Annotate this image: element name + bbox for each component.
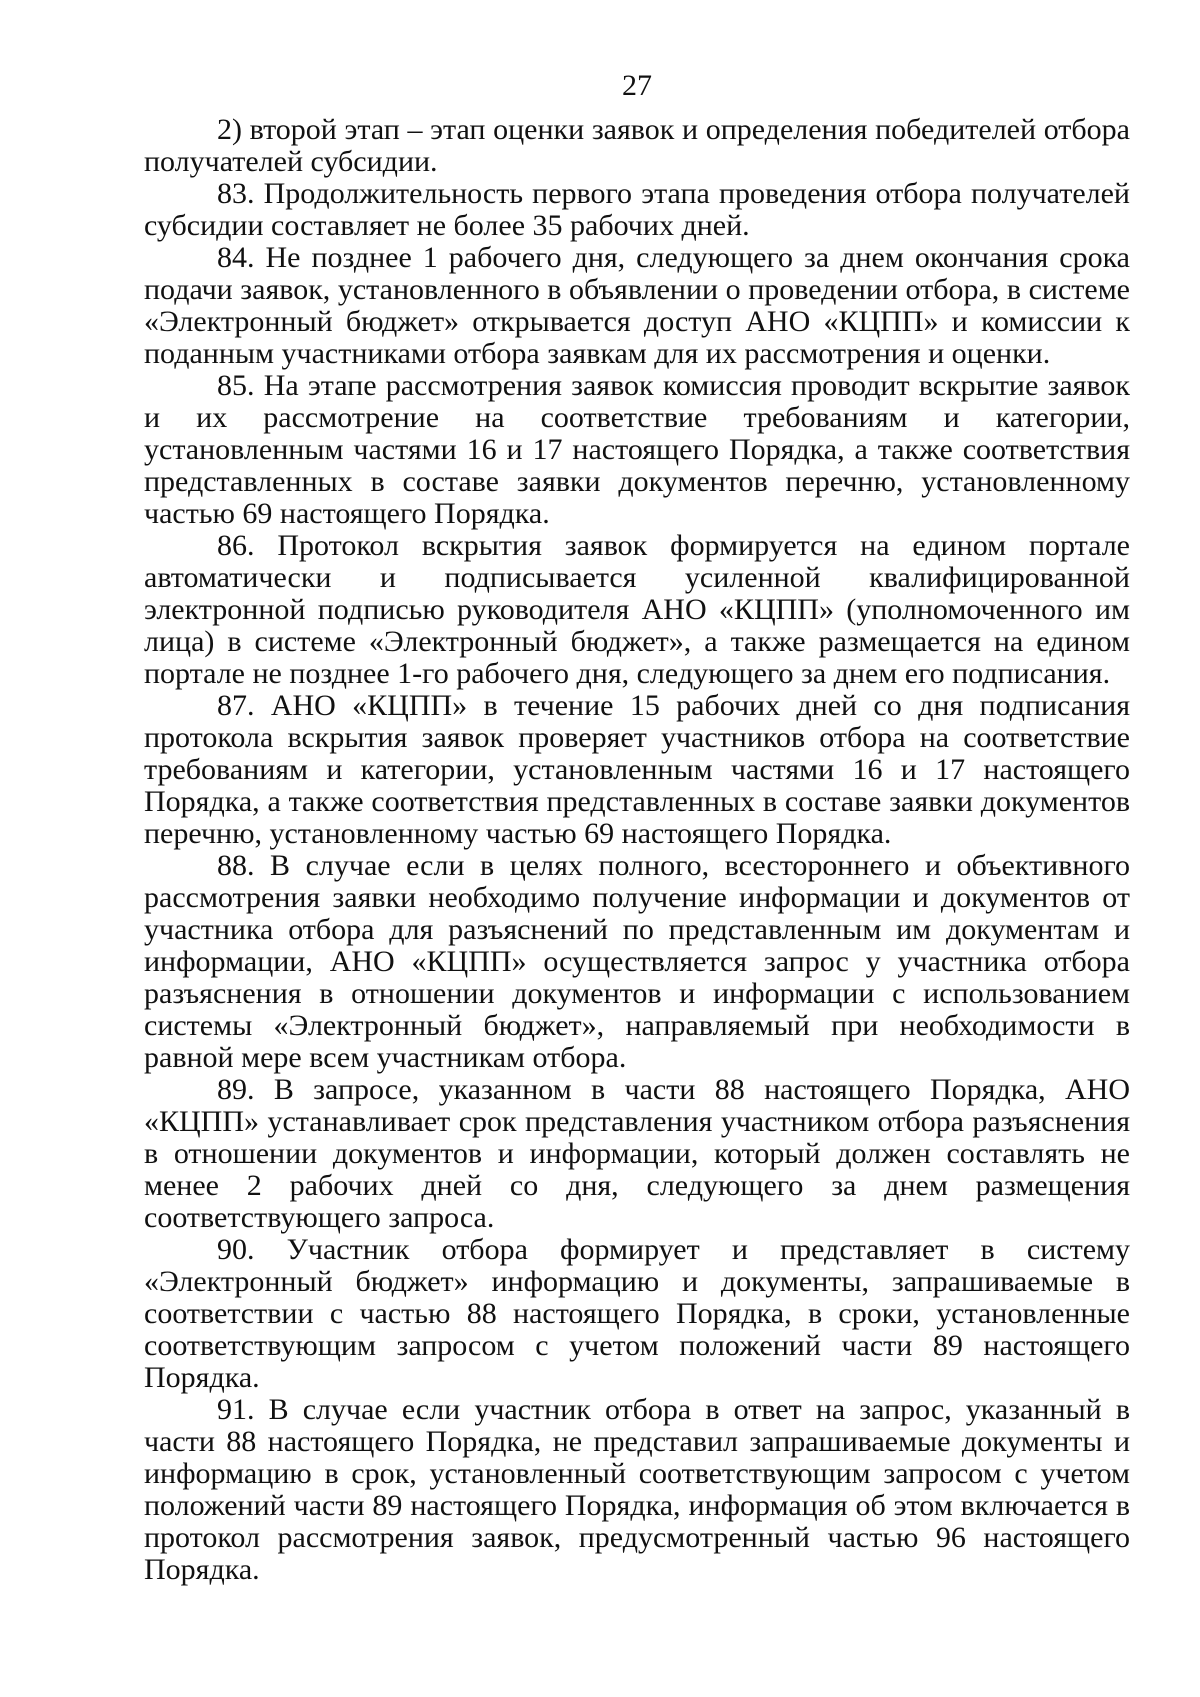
paragraph-83: 83. Продолжительность первого этапа проведения отбора получателей субсидии составляет не более 35 рабочих дней. [144, 177, 1130, 242]
paragraph-87: 87. АНО «КЦПП» в течение 15 рабочих дней со дня подписания протокола вскрытия заявок проверяет участников отбора на соответствие требованиям и категории, установленным частями 16 и 17 настоящего Порядка, а также соответствия представленных в составе заявки документов перечню, установленному частью 69 настоящего Порядка. [144, 689, 1130, 850]
paragraph-91: 91. В случае если участник отбора в ответ на запрос, указанный в части 88 настоящего Порядка, не представил запрашиваемые документы и информацию в срок, установленный соответствующим запросом с учетом положений части 89 настоящего Порядка, информация об этом включается в протокол рассмотрения заявок, предусмотренный частью 96 настоящего Порядка. [144, 1393, 1130, 1586]
paragraph-90: 90. Участник отбора формирует и представляет в систему «Электронный бюджет» информацию и документы, запрашиваемые в соответствии с частью 88 настоящего Порядка, в сроки, установленные соответствующим запросом с учетом положений части 89 настоящего Порядка. [144, 1233, 1130, 1394]
paragraph-88: 88. В случае если в целях полного, всестороннего и объективного рассмотрения заявки необходимо получение информации и документов от участника отбора для разъяснений по представленным им документам и информации, АНО «КЦПП» осуществляется запрос у участника отбора разъяснения в отношении документов и информации с использованием системы «Электронный бюджет», направляемый при необходимости в равной мере всем участникам отбора. [144, 849, 1130, 1074]
paragraph-stage-two: 2) второй этап – этап оценки заявок и определения победителей отбора получателей субсидии. [144, 113, 1130, 178]
page-number: 27 [622, 69, 652, 102]
paragraph-85: 85. На этапе рассмотрения заявок комиссия проводит вскрытие заявок и их рассмотрение на соответствие требованиям и категории, установленным частями 16 и 17 настоящего Порядка, а также соответствия представленных в составе заявки документов перечню, установленному частью 69 настоящего Порядка. [144, 369, 1130, 530]
paragraph-86: 86. Протокол вскрытия заявок формируется на едином портале автоматически и подписывается усиленной квалифицированной электронной подписью руководителя АНО «КЦПП» (уполномоченного им лица) в системе «Электронный бюджет», а также размещается на едином портале не позднее 1-го рабочего дня, следующего за днем его подписания. [144, 529, 1130, 690]
paragraph-89: 89. В запросе, указанном в части 88 настоящего Порядка, АНО «КЦПП» устанавливает срок представления участником отбора разъяснения в отношении документов и информации, который должен составлять не менее 2 рабочих дней со дня, следующего за днем размещения соответствующего запроса. [144, 1073, 1130, 1234]
document-body [144, 114, 1130, 1586]
paragraph-84: 84. Не позднее 1 рабочего дня, следующего за днем окончания срока подачи заявок, установленного в объявлении о проведении отбора, в системе «Электронный бюджет» открывается доступ АНО «КЦПП» и комиссии к поданным участниками отбора заявкам для их рассмотрения и оценки. [144, 241, 1130, 370]
